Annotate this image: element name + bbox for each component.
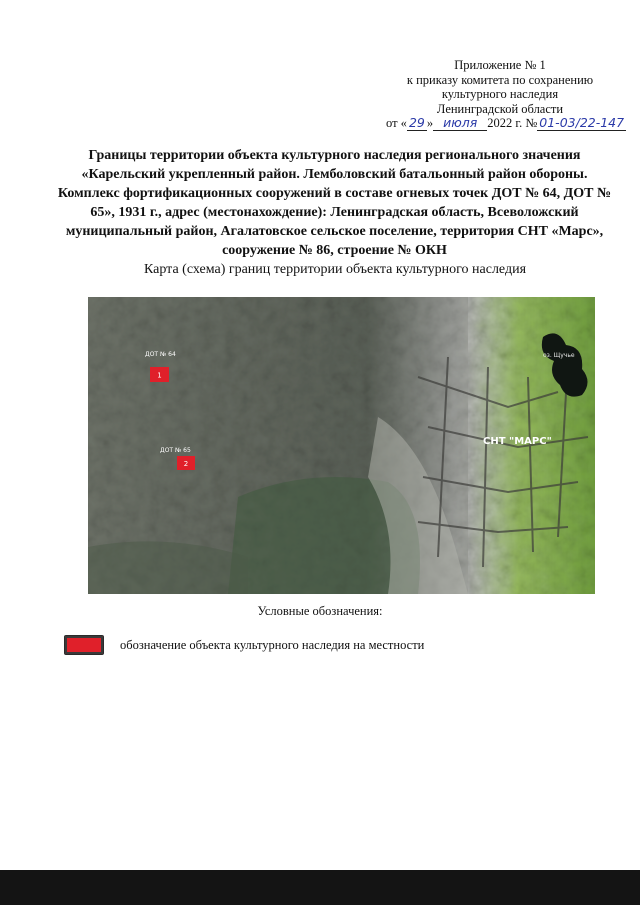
satellite-map xyxy=(88,297,595,594)
annex-line-3: культурного наследия xyxy=(441,87,559,101)
scan-bottom-edge xyxy=(0,870,640,905)
annex-line-2: к приказу комитета по сохранению xyxy=(406,72,594,87)
annex-date-line xyxy=(380,115,625,131)
date-separator: » xyxy=(426,116,434,130)
legend-item-text: обозначение объекта культурного наследия на местности xyxy=(120,638,425,652)
lake-label: оз. Щучье xyxy=(543,352,575,359)
handwritten-day: 29 xyxy=(408,115,425,130)
map-subtitle: Карта (схема) границ территории объекта культурного наследия xyxy=(143,262,527,277)
legend-swatch-red-square xyxy=(64,635,104,655)
marker-1-number: 1 xyxy=(157,371,162,380)
handwritten-order-number: 01-03/22-147 xyxy=(539,115,625,130)
handwritten-month: июля xyxy=(433,115,487,131)
year-text: 2022 г. № xyxy=(487,116,538,130)
legend-title: Условные обозначения: xyxy=(257,604,383,618)
marker-2-label: ДОТ № 65 xyxy=(160,447,191,454)
annex-line-4: Ленинградской области xyxy=(436,101,564,116)
date-prefix: от « xyxy=(386,116,407,130)
marker-1-label: ДОТ № 64 xyxy=(145,351,176,358)
annex-header xyxy=(380,58,625,131)
snt-mars-label: СНТ "МАРС" xyxy=(483,436,552,447)
annex-line-1: Приложение № 1 xyxy=(454,58,546,72)
document-title: Границы территории объекта культурного наследия регионального значения «Карельский укрепленный район. Лемболовский батальонный район обороны. Комплекс фортификационных сооружений в составе огневых точек ДОТ № 64, ДОТ № 65», 1931 г., адрес (местонахождение): Ленинградская область, Всеволожский муниципальный район, Агалатовское сельское поселение, территория СНТ «Марс», сооружение № 86, строение № ОКН xyxy=(57,148,612,258)
marker-2-number: 2 xyxy=(183,460,189,468)
